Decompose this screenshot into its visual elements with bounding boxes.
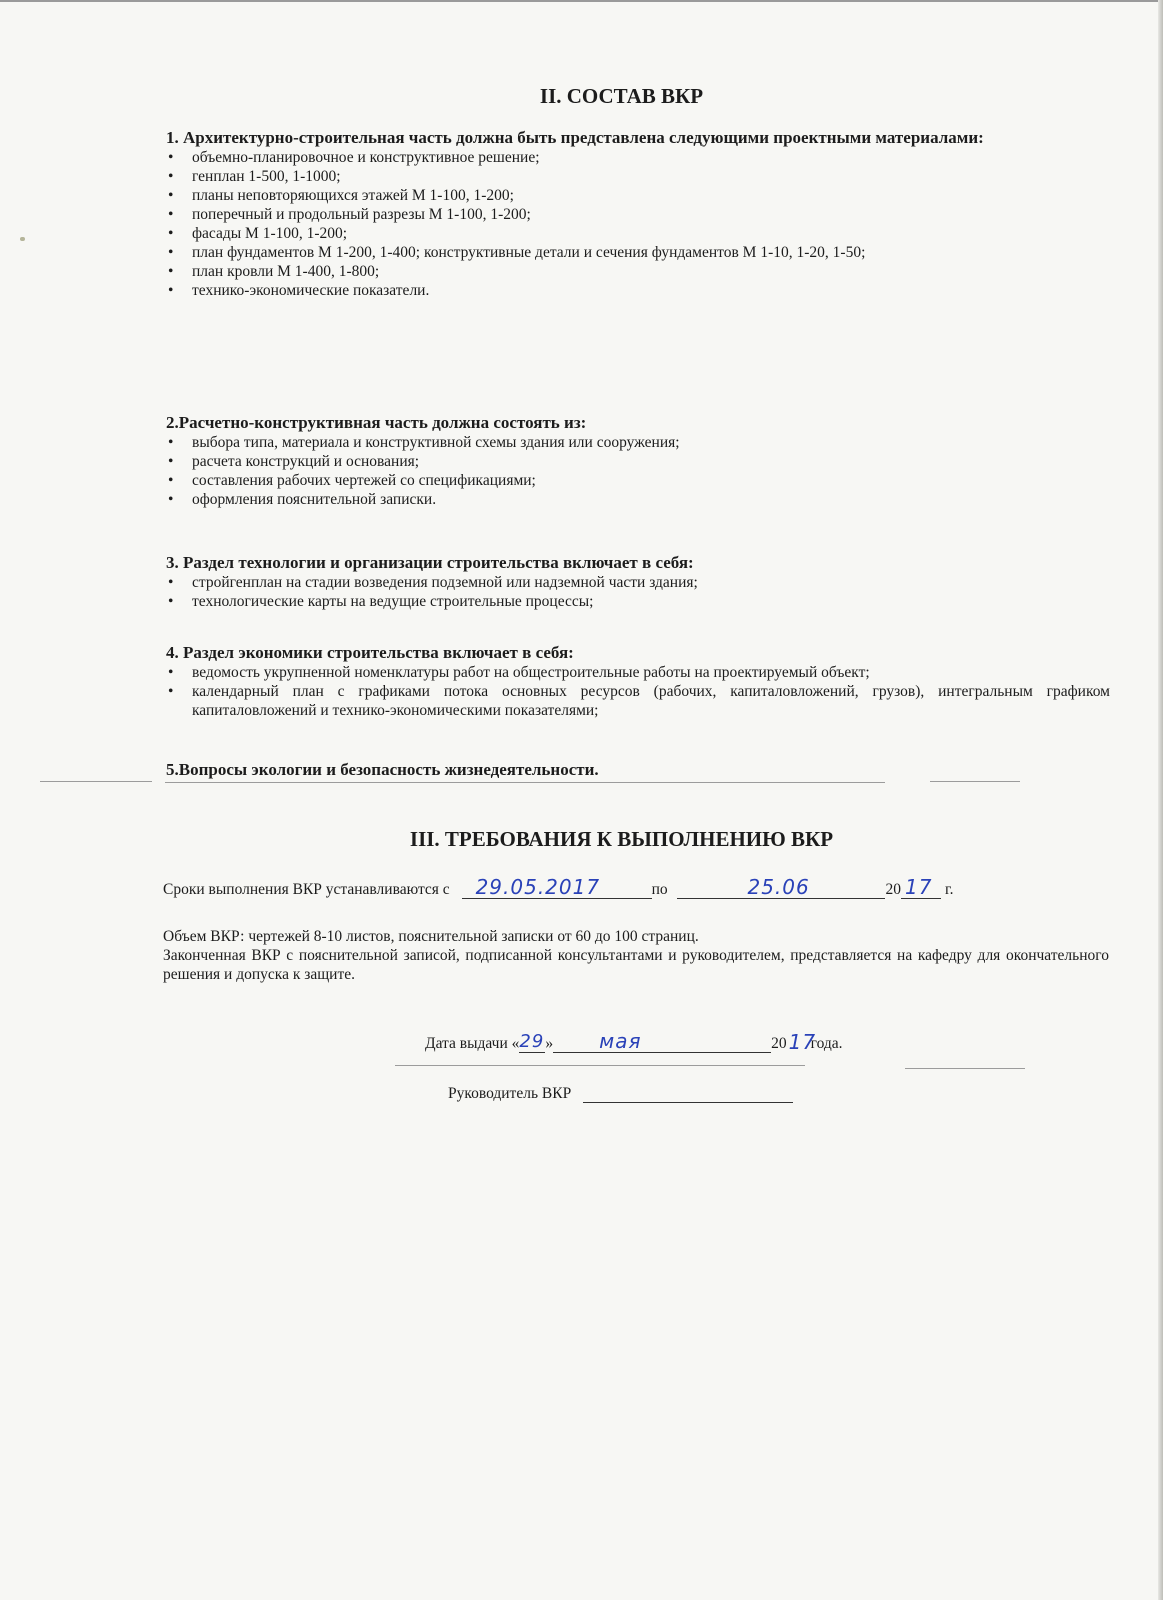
to-date-handwritten: 25.06 [747, 875, 810, 899]
list-item: • технико-экономические показатели. [166, 281, 1110, 300]
issue-year-field [787, 1030, 817, 1054]
deadline-row [163, 875, 954, 899]
list-item: • расчета конструкций и основания; [166, 452, 1110, 471]
list-item: • оформления пояснительной записки. [166, 490, 1110, 509]
part-3-list [166, 573, 1110, 611]
list-item: • фасады М 1-100, 1-200; [166, 224, 1110, 243]
section-3-heading: III. ТРЕБОВАНИЯ К ВЫПОЛНЕНИЮ ВКР [409, 827, 834, 851]
list-item: • планы неповторяющихся этажей М 1-100, 1-200; [166, 186, 1110, 205]
part-3-technology [166, 553, 1110, 611]
year-handwritten: 17 [904, 875, 933, 899]
part-1-architecture [166, 128, 1110, 300]
scan-divider-line [40, 781, 152, 782]
scan-right-edge [1158, 0, 1163, 1600]
issue-year-handwritten: 17 [788, 1030, 817, 1054]
scan-divider-line [905, 1068, 1025, 1069]
supervisor-label: Руководитель ВКР [448, 1085, 572, 1102]
scan-divider-line [930, 781, 1020, 782]
list-item: • ведомость укрупненной номенклатуры работ на общестроительные работы на проектируемый объект; [166, 663, 1110, 682]
list-item: • генплан 1-500, 1-1000; [166, 167, 1110, 186]
year-suffix: г. [944, 881, 954, 898]
scan-divider-line [165, 782, 885, 783]
part-4-list [166, 663, 1110, 720]
supervisor-row [448, 1083, 793, 1103]
issue-month-field [553, 1029, 771, 1053]
scan-speck [20, 237, 25, 241]
list-item: • объемно-планировочное и конструктивное решение; [166, 148, 1110, 167]
deadline-middle: по [651, 881, 668, 898]
completion-text: Законченная ВКР с пояснительной записой, подписанной консультантами и руководителем, представляется на кафедру для окончательного решения и допуска к защите. [163, 947, 1109, 983]
issue-day-handwritten: 29 [519, 1031, 545, 1052]
deadline-prefix: Сроки выполнения ВКР устанавливаются с [163, 881, 450, 898]
part-1-list [166, 148, 1110, 300]
list-item: • календарный план с графиками потока основных ресурсов (рабочих, капиталовложений, грузов), интегральным графиком капиталовложений и технико-экономическими показателями; [166, 682, 1110, 720]
from-date-field [462, 875, 652, 899]
part-2-list [166, 433, 1110, 509]
part-5-title: 5.Вопросы экологии и безопасность жизнедеятельности. [166, 760, 599, 779]
volume-text: Объем ВКР: чертежей 8-10 листов, пояснительной записки от 60 до 100 страниц. [163, 928, 699, 945]
part-2-title: 2.Расчетно-конструктивная часть должна состоять из: [166, 413, 587, 432]
list-item: • стройгенплан на стадии возведения подземной или надземной части здания; [166, 573, 1110, 592]
list-item: • технологические карты на ведущие строительные процессы; [166, 592, 1110, 611]
year-field [901, 875, 941, 899]
issue-label: Дата выдачи « [425, 1035, 520, 1052]
part-3-title: 3. Раздел технологии и организации строительства включает в себя: [166, 553, 694, 572]
part-2-structural [166, 413, 1110, 509]
part-4-economics [166, 643, 1110, 720]
year-prefix: 20 [885, 881, 901, 898]
part-1-title: 1. Архитектурно-строительная часть должна быть представлена следующими проектными материалами: [166, 128, 984, 147]
part-5-ecology [166, 760, 1110, 780]
list-item: • план кровли М 1-400, 1-800; [166, 262, 1110, 281]
list-item: • выбора типа, материала и конструктивной схемы здания или сооружения; [166, 433, 1110, 452]
part-4-title: 4. Раздел экономики строительства включает в себя: [166, 643, 574, 662]
section-2-heading: II. СОСТАВ ВКР [539, 84, 704, 108]
issue-close-quote: » [545, 1035, 554, 1052]
scan-divider-line [395, 1065, 805, 1066]
from-date-handwritten: 29.05.2017 [475, 875, 601, 899]
issue-suffix: года. [810, 1035, 843, 1052]
list-item: • план фундаментов М 1-200, 1-400; конструктивные детали и сечения фундаментов М 1-10, 1-20, 1-50; [166, 243, 1110, 262]
issue-day-field [519, 1033, 545, 1053]
list-item: • поперечный и продольный разрезы М 1-100, 1-200; [166, 205, 1110, 224]
to-date-field [677, 875, 885, 899]
scan-top-edge [0, 0, 1163, 2]
issue-year-prefix: 20 [771, 1035, 787, 1052]
issue-date-row [425, 1029, 843, 1054]
issue-month-handwritten: мая [599, 1029, 642, 1053]
supervisor-signature-field [583, 1083, 793, 1103]
list-item: • составления рабочих чертежей со спецификациями; [166, 471, 1110, 490]
